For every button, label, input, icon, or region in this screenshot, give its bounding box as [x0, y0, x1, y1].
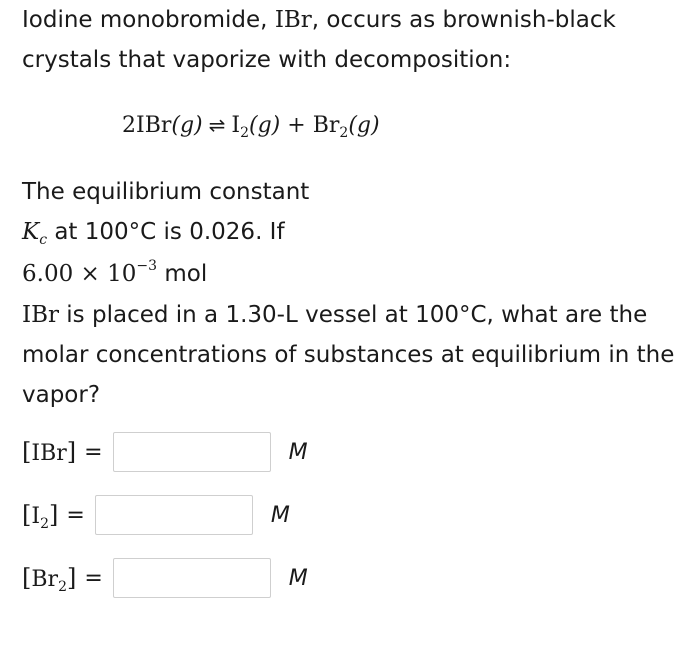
equation-product1-state: (g)	[249, 113, 281, 138]
amount-unit: mol	[157, 261, 208, 287]
species-label-ibr: [IBr]	[22, 438, 77, 466]
equation-reactant-state: (g)	[171, 113, 203, 138]
i2-concentration-input[interactable]	[95, 495, 253, 535]
equation-reactant: IBr	[136, 113, 172, 138]
answer-row-i2	[22, 493, 290, 537]
equation-product2-state: (g)	[348, 113, 380, 138]
equation-product1-subscript: 2	[240, 125, 250, 141]
question-formula: IBr	[22, 302, 59, 328]
species-name: IBr	[31, 441, 67, 466]
equals-sign: =	[66, 502, 85, 528]
intro-text-2: , occurs as brownish-black crystals that vaporize with decomposition:	[22, 7, 616, 73]
species-label-i2: $[I_2]$	[22, 501, 59, 532]
reaction-equation	[122, 109, 380, 144]
equation-product1: I	[231, 113, 241, 138]
equation-product2-subscript: 2	[339, 125, 349, 141]
species-label-br2: $[Br_2]$	[22, 564, 77, 595]
species-name: I	[31, 504, 41, 529]
amount-times-ten: × 10	[73, 261, 137, 287]
intro-formula: IBr	[274, 7, 312, 33]
equals-sign: =	[84, 565, 103, 591]
equilibrium-arrow-icon: ⇌	[208, 113, 226, 137]
species-subscript: 2	[40, 516, 49, 532]
unit-label: M	[288, 565, 308, 591]
ibr-concentration-input[interactable]	[113, 432, 271, 472]
kc-line	[22, 212, 285, 255]
kc-text: at 100°C is 0.026. If	[47, 219, 285, 245]
kc-symbol: K	[22, 219, 40, 245]
unit-label: M	[288, 439, 308, 465]
answer-row-br2	[22, 556, 308, 600]
amount-mantissa: 6.00	[22, 261, 74, 287]
equals-sign: =	[84, 439, 103, 465]
equation-plus: +	[287, 113, 306, 138]
question-text	[22, 295, 682, 415]
equation-product2: Br	[312, 113, 340, 138]
species-subscript: 2	[58, 579, 67, 595]
amount-exponent: −3	[136, 258, 158, 274]
amount-line	[22, 254, 207, 297]
intro-text-1: Iodine monobromide,	[22, 7, 275, 33]
equation-coefficient: 2	[122, 113, 136, 138]
br2-concentration-input[interactable]	[113, 558, 271, 598]
species-name: Br	[31, 567, 59, 592]
question-body: is placed in a 1.30-L vessel at 100°C, what are the molar concentrations of substances at equilibrium in the vapor?	[22, 302, 675, 408]
unit-label: M	[270, 502, 290, 528]
problem-intro	[22, 0, 682, 80]
kc-subscript: c	[39, 232, 48, 248]
answer-row-ibr	[22, 430, 308, 474]
constant-text: The equilibrium constant	[22, 179, 310, 205]
